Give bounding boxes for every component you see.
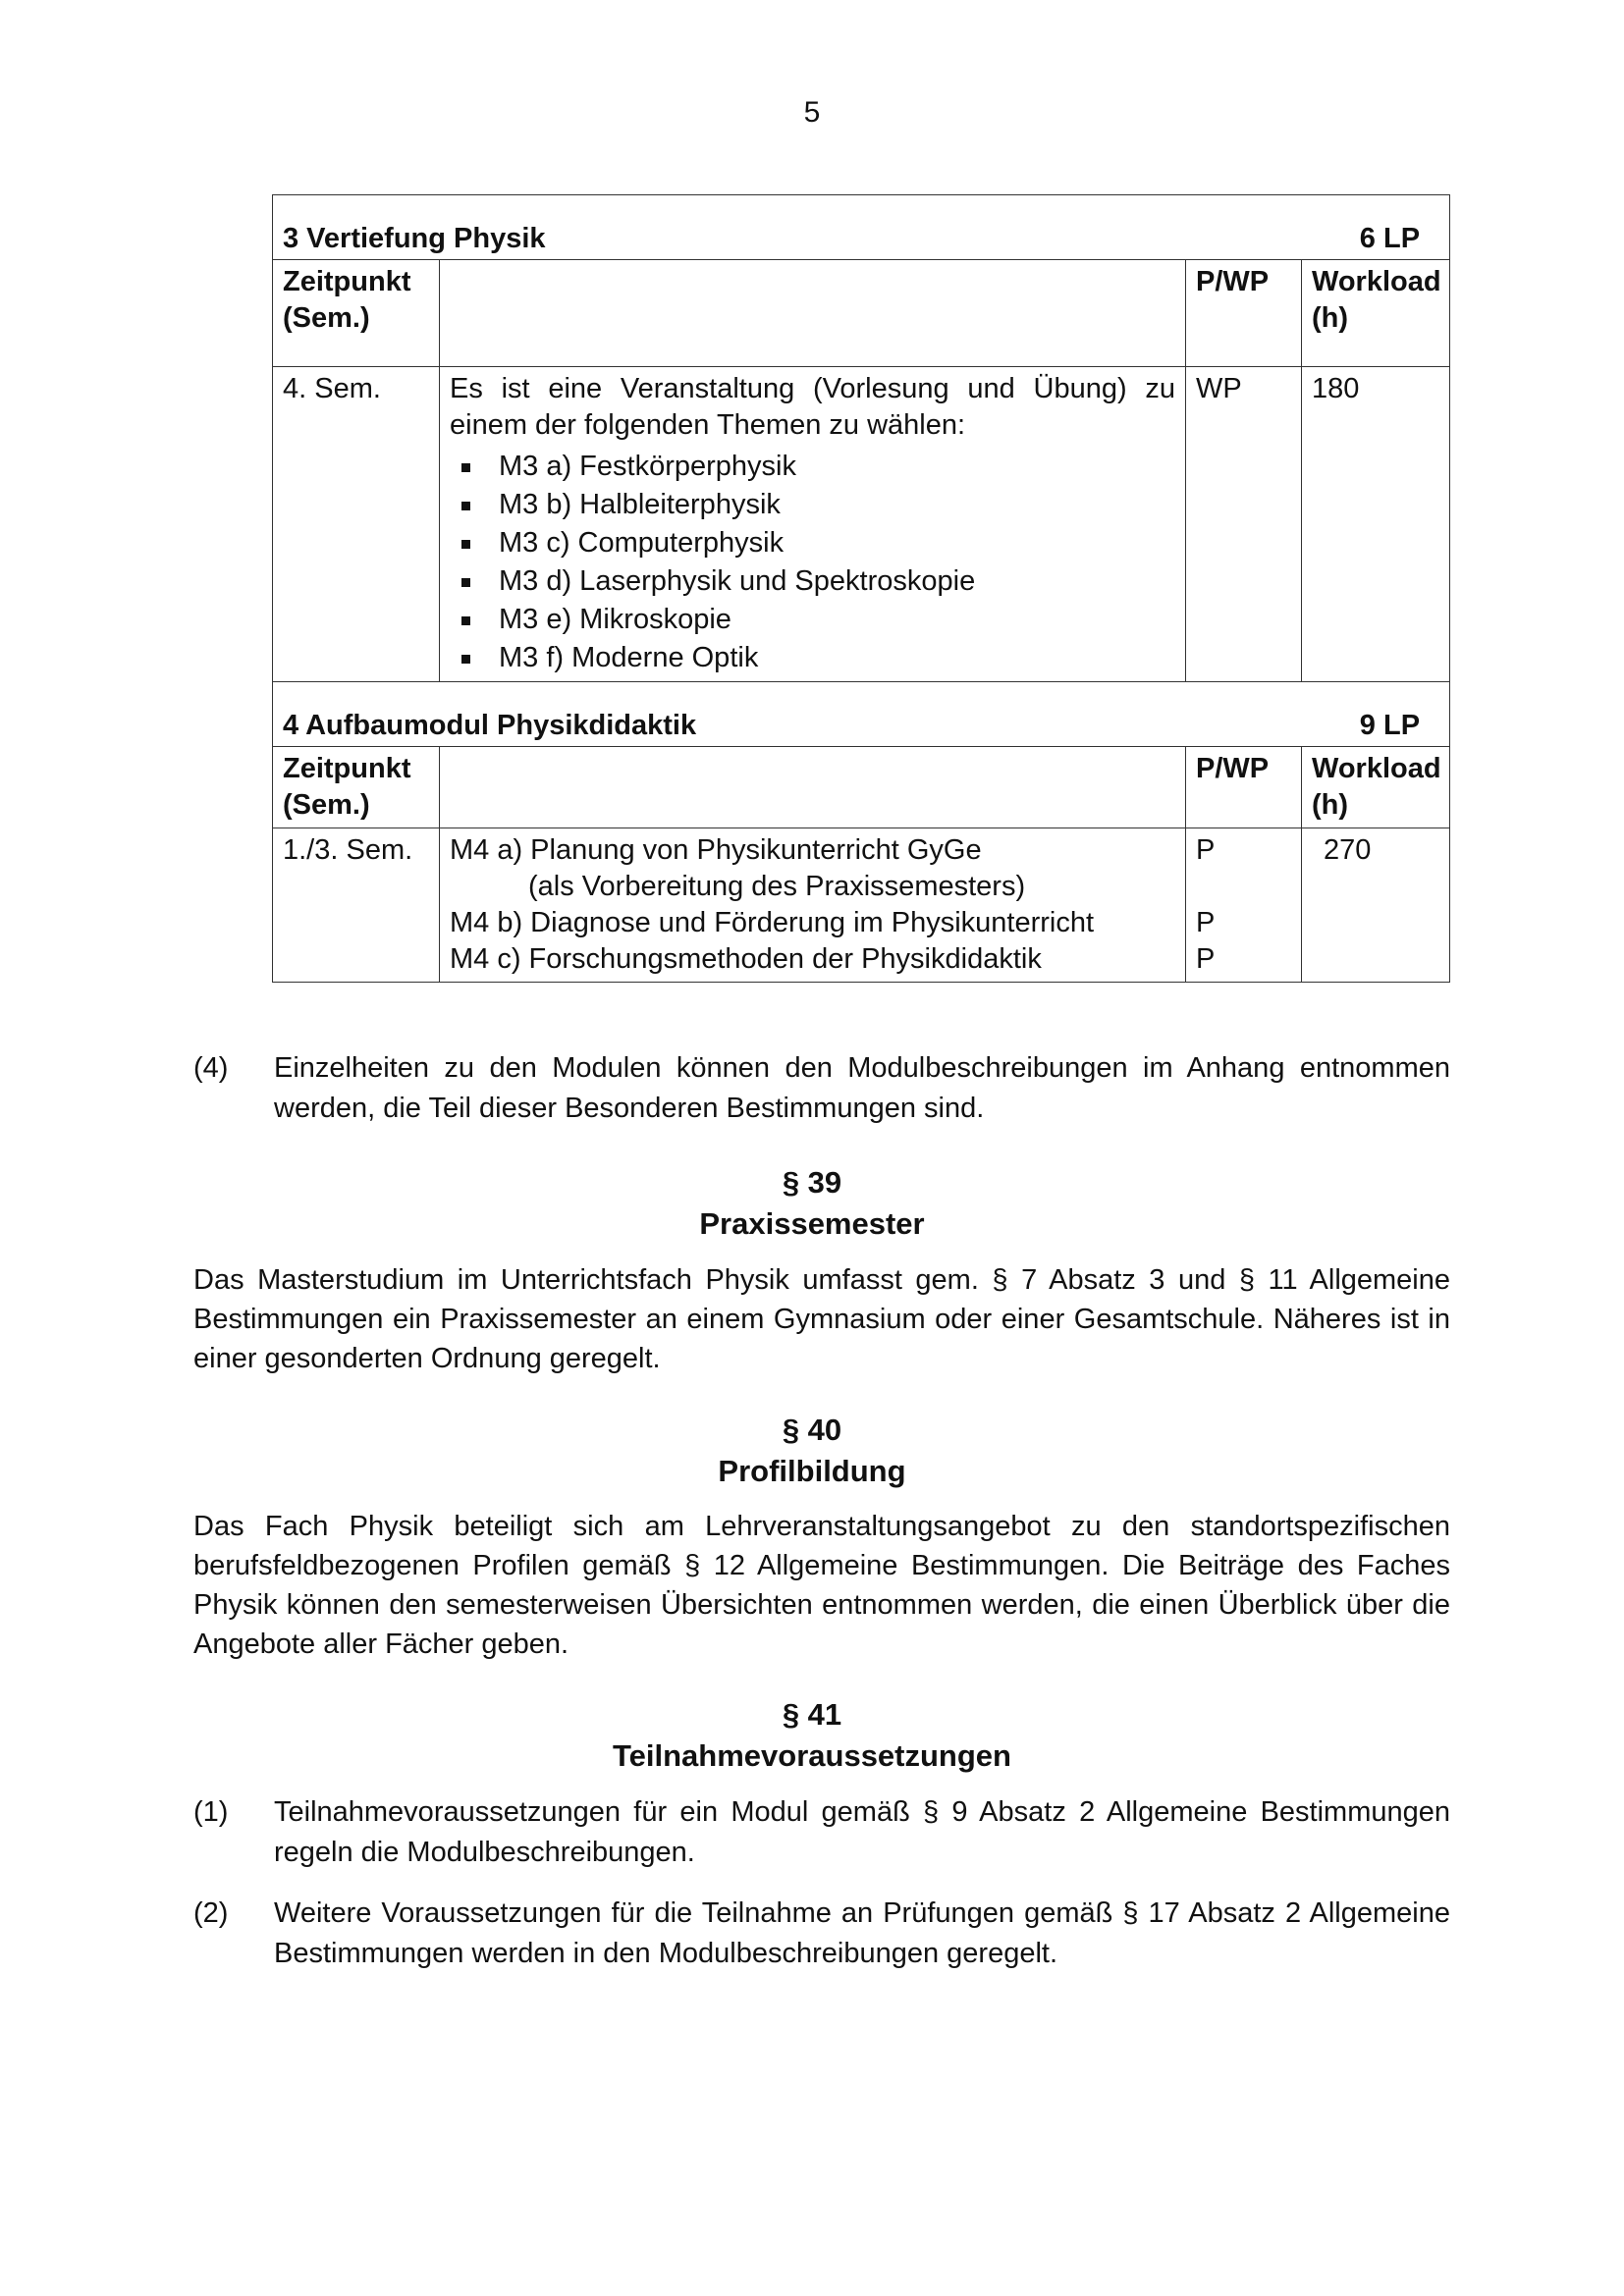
list-item: M3 f) Moderne Optik (499, 639, 1175, 677)
paragraph-text: Teilnahmevoraussetzungen für ein Modul gemäß § 9 Absatz 2 Allgemeine Bestimmungen regeln die Modulbeschreibungen. (274, 1796, 1450, 1868)
list-item: M3 a) Festkörperphysik (499, 448, 1175, 486)
header-zeitpunkt (273, 260, 440, 367)
header-empty (440, 260, 1186, 367)
list-item: M4 c) Forschungsmethoden der Physikdidaktik (450, 943, 1042, 975)
list-item: M3 c) Computerphysik (499, 524, 1175, 562)
header-workload (1302, 747, 1450, 828)
section-39-title: Praxissemester (699, 1206, 925, 1241)
list-item: M3 d) Laserphysik und Spektroskopie (499, 562, 1175, 601)
module-lp: 6 LP (1359, 223, 1421, 254)
header-zeitpunkt (273, 747, 440, 828)
row-description (440, 828, 1186, 983)
row-zeitpunkt: 4. Sem. (273, 367, 440, 682)
module-4-title-cell (273, 682, 1450, 747)
module-3-title-cell (273, 195, 1450, 260)
section-40-title: Profilbildung (718, 1454, 906, 1488)
row-description (440, 367, 1186, 682)
module-table (272, 194, 1450, 983)
module-3-title-row (273, 195, 1450, 260)
paragraph-number: (2) (193, 1897, 229, 1929)
header-zeitpunkt-label: Zeitpunkt (283, 753, 411, 784)
workload-value: 270 (1324, 834, 1372, 866)
spacer (1196, 869, 1291, 905)
header-unit-label: (h) (1312, 789, 1349, 821)
paragraph-41-2 (193, 1894, 1450, 1974)
paragraph-41-1 (193, 1792, 1450, 1873)
page-number: 5 (803, 96, 821, 129)
header-empty (440, 747, 1186, 828)
header-sem-label: (Sem.) (283, 302, 370, 334)
list-item: M4 a) Planung von Physikunterricht GyGe (450, 834, 982, 866)
section-40-number: § 40 (782, 1413, 842, 1447)
section-41-number: § 41 (782, 1697, 842, 1732)
section-40-text: Das Fach Physik beteiligt sich am Lehrveranstaltungsangebot zu den standortspezifischen berufsfeldbezogenen Profilen gemäß § 12 Allgemeine Bestimmungen. Die Beiträge des Faches Physik können den semesterweisen Übersichten entnommen werden, die einen Überblick über die Angebote aller Fächer geben. (193, 1511, 1450, 1660)
row-intro: Es ist eine Veranstaltung (Vorlesung und Übung) zu einem der folgenden Themen zu wählen: (450, 373, 1175, 441)
module-title: 4 Aufbaumodul Physikdidaktik (283, 710, 697, 741)
header-workload-label: Workload (1312, 266, 1441, 297)
module-4-title-row (273, 682, 1450, 747)
paragraph-number: (1) (193, 1796, 229, 1828)
row-workload (1302, 828, 1450, 983)
module-title: 3 Vertiefung Physik (283, 223, 546, 254)
pwp-value: P (1196, 943, 1216, 975)
pwp-value: P (1196, 834, 1216, 866)
section-39-text: Das Masterstudium im Unterrichtsfach Physik umfasst gem. § 7 Absatz 3 und § 11 Allgemeine Bestimmungen ein Praxissemester an einem Gymnasium oder einer Gesamtschule. Näheres ist in einer gesonderten Ordnung geregelt. (193, 1264, 1450, 1374)
topic-list (450, 448, 1175, 677)
module-4-header-row (273, 747, 1450, 828)
section-39-number: § 39 (782, 1165, 842, 1200)
header-zeitpunkt-label: Zeitpunkt (283, 266, 411, 297)
header-workload-label: Workload (1312, 753, 1441, 784)
row-pwp (1186, 828, 1302, 983)
list-item: M3 e) Mikroskopie (499, 601, 1175, 639)
list-item: M3 b) Halbleiterphysik (499, 486, 1175, 524)
paragraph-number: (4) (193, 1052, 229, 1084)
row-workload: 180 (1302, 367, 1450, 682)
paragraph-text: Einzelheiten zu den Modulen können den Modulbeschreibungen im Anhang entnommen werden, die Teil dieser Besonderen Bestimmungen sind. (274, 1052, 1450, 1124)
module-3-row (273, 367, 1450, 682)
module-3-header-row (273, 260, 1450, 367)
header-workload (1302, 260, 1450, 367)
row-pwp: WP (1186, 367, 1302, 682)
header-unit-label: (h) (1312, 302, 1349, 334)
section-41-title: Teilnahmevoraussetzungen (613, 1738, 1011, 1773)
list-item: (als Vorbereitung des Praxissemesters) (528, 871, 1026, 902)
module-lp: 9 LP (1359, 710, 1421, 741)
row-zeitpunkt: 1./3. Sem. (273, 828, 440, 983)
header-sem-label: (Sem.) (283, 789, 370, 821)
header-pwp: P/WP (1186, 747, 1302, 828)
header-pwp: P/WP (1186, 260, 1302, 367)
paragraph-4 (193, 1048, 1450, 1129)
list-item: M4 b) Diagnose und Förderung im Physikunterricht (450, 907, 1095, 938)
paragraph-text: Weitere Voraussetzungen für die Teilnahme an Prüfungen gemäß § 17 Absatz 2 Allgemeine Bestimmungen werden in den Modulbeschreibungen geregelt. (274, 1897, 1450, 1969)
pwp-value: P (1196, 907, 1216, 938)
module-4-row (273, 828, 1450, 983)
